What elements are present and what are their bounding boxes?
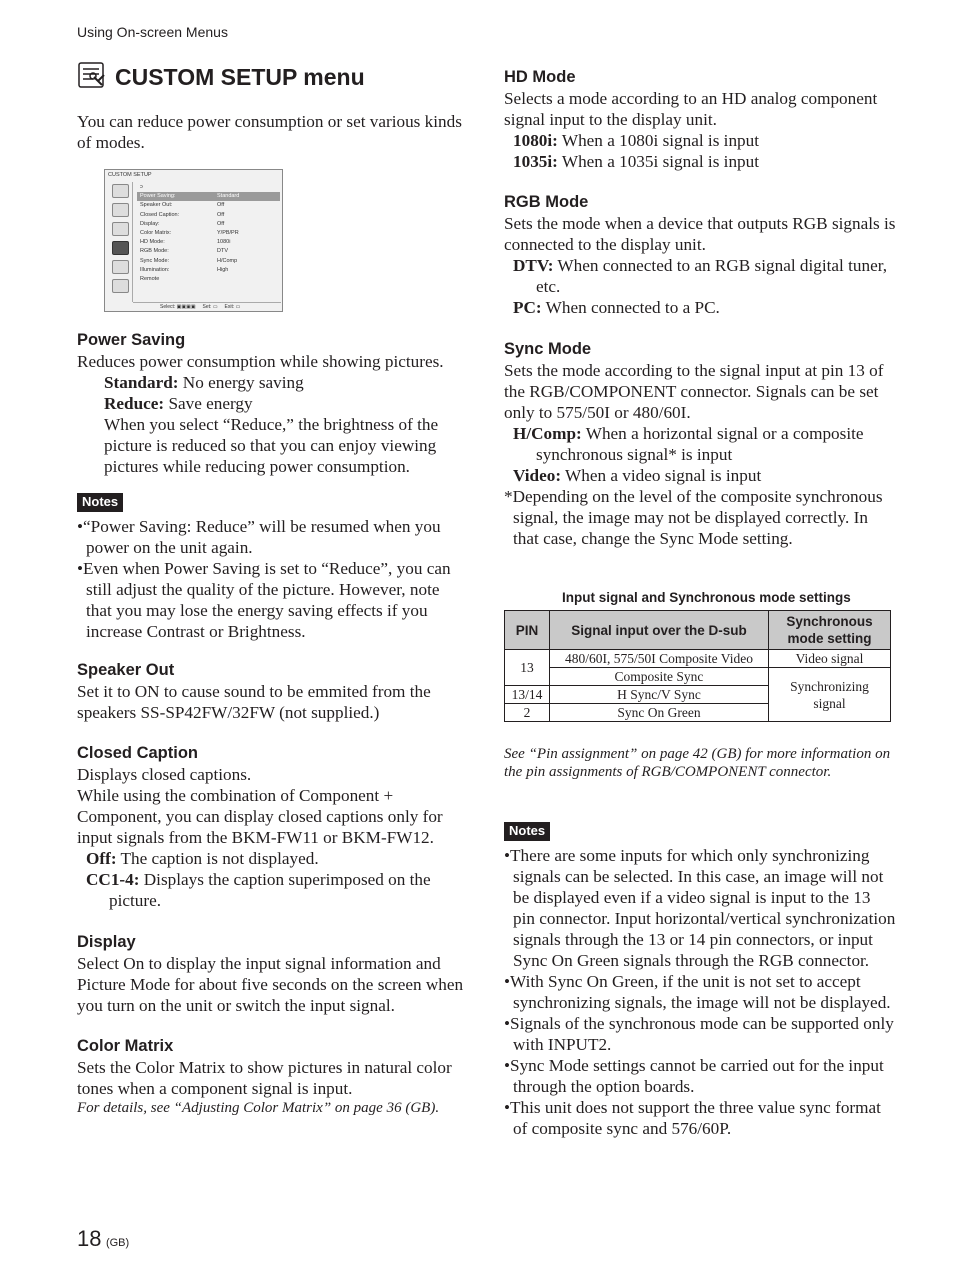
language-menu-icon: [112, 279, 129, 293]
table-caption: Input signal and Synchronous mode settings: [562, 590, 851, 605]
signal-table: [504, 610, 891, 722]
speaker-out-section: [77, 659, 469, 723]
col-header-mode: Synchronous mode setting: [769, 611, 891, 650]
reduce-detail: When you select “Reduce,” the brightness of the picture is reduced so that you can enjoy viewing pictures while reducing power consumption.: [104, 415, 439, 476]
rgb-mode-section: [504, 191, 896, 318]
signal-cell: Composite Sync: [550, 668, 769, 686]
note-item: •Sync Mode settings cannot be carried out for the input through the option boards.: [504, 1056, 884, 1096]
signal-cell: Sync On Green: [550, 704, 769, 722]
custom-setup-menu-screenshot: [104, 169, 283, 312]
page-title-text: CUSTOM SETUP menu: [115, 64, 365, 90]
menu-item-row: Closed Caption: Off: [140, 211, 225, 218]
note-item: •Signals of the synchronous mode can be supported only with INPUT2.: [504, 1014, 894, 1054]
picture-menu-icon: [112, 184, 129, 198]
table-header-row: [505, 611, 891, 650]
notes-badge: Notes: [504, 822, 550, 841]
page-suffix: (GB): [105, 1237, 130, 1249]
sync-mode-text: Sets the mode according to the signal input at pin 13 of the RGB/COMPONENT connector. Signals can be set only to 575/50I or 480/60I.: [504, 361, 884, 422]
sound-menu-icon: [112, 203, 129, 217]
menu-item-row: Power Saving: Standard: [137, 192, 280, 201]
power-saving-text: Reduces power consumption while showing pictures.: [77, 352, 444, 371]
menu-item-row: Illumination: High: [140, 266, 229, 273]
pin-cell: 2: [505, 704, 550, 722]
video-option: Video: When a video signal is input: [513, 466, 762, 485]
rgb-mode-text: Sets the mode when a device that outputs RGB signals is connected to the display unit.: [504, 214, 896, 254]
display-text: Select On to display the input signal information and Picture Mode for about five seconds on the screen when you turn on the unit or switch the input signal.: [77, 954, 464, 1015]
off-option: Off: The caption is not displayed.: [86, 849, 319, 868]
setup-menu-icon: [112, 260, 129, 274]
notes-left: [77, 490, 469, 642]
pin-cell: 13/14: [505, 686, 550, 704]
menu-back-row: ↄ: [140, 184, 143, 190]
table-row: [505, 650, 891, 668]
hd-mode-section: [504, 66, 896, 172]
menu-footer: Select: ▣▣▣▣ Set: ▭ Exit: ▭: [160, 304, 241, 310]
pin-cell: 13: [505, 650, 550, 686]
hd-option-1035i: 1035i: When a 1035i signal is input: [513, 152, 760, 171]
notes-badge: Notes: [77, 493, 123, 512]
closed-caption-text1: Displays closed captions.: [77, 765, 252, 784]
table-row: [505, 668, 891, 686]
col-header-signal: Signal input over the D-sub: [550, 611, 769, 650]
menu-item-row: RGB Mode: DTV: [140, 248, 228, 255]
sync-mode-heading: Sync Mode: [504, 340, 592, 358]
note-item: •This unit does not support the three value sync format of composite sync and 576/60P.: [504, 1098, 881, 1138]
display-heading: Display: [77, 933, 136, 951]
display-section: [77, 931, 469, 1016]
menu-icon-column: [108, 182, 133, 302]
color-matrix-section: [77, 1035, 469, 1117]
note-item: •With Sync On Green, if the unit is not set to accept synchronizing signals, the image will not be displayed.: [504, 972, 891, 1012]
menu-item-row: Display: Off: [140, 220, 225, 227]
page-footer: [77, 1226, 129, 1252]
pc-option: PC: When connected to a PC.: [513, 298, 720, 317]
custom-setup-icon: [112, 241, 129, 255]
hcomp-option: H/Comp: When a horizontal signal or a composite synchronous signal* is input: [513, 424, 864, 464]
intro-text: You can reduce power consumption or set various kinds of modes.: [77, 112, 462, 152]
menu-title: CUSTOM SETUP: [108, 172, 152, 178]
reduce-option: Reduce: Save energy: [104, 394, 253, 413]
closed-caption-section: [77, 742, 469, 911]
running-header: Using On-screen Menus: [77, 24, 228, 40]
page-number: 18: [77, 1226, 102, 1251]
pin-assignment-ref: See “Pin assignment” on page 42 (GB) for more information on the pin assignments of RGB/COMPONENT connector.: [504, 746, 891, 780]
menu-item-row: Color Matrix: Y/PB/PR: [140, 229, 239, 236]
speaker-out-text: Set it to ON to cause sound to be emmited from the speakers SS-SP42FW/32FW (not supplied.): [77, 682, 431, 722]
signal-cell: H Sync/V Sync: [550, 686, 769, 704]
hd-option-1080i: 1080i: When a 1080i signal is input: [513, 131, 760, 150]
color-matrix-heading: Color Matrix: [77, 1037, 174, 1055]
menu-item-row: Speaker Out: Off: [140, 202, 225, 209]
color-matrix-ref: For details, see “Adjusting Color Matrix” on page 36 (GB).: [77, 1100, 440, 1116]
note-item: •Even when Power Saving is set to “Reduce”, you can still adjust the quality of the picture. However, note that you may lose the energy saving effects if you increase Contrast or Brightness.: [77, 559, 451, 641]
power-saving-heading: Power Saving: [77, 331, 186, 349]
menu-item-row: Sync Mode: H/Comp: [140, 257, 238, 264]
hd-mode-text: Selects a mode according to an HD analog component signal input to the display unit.: [504, 89, 878, 129]
note-item: •“Power Saving: Reduce” will be resumed when you power on the unit again.: [77, 517, 441, 557]
rgb-mode-heading: RGB Mode: [504, 193, 589, 211]
note-item: •There are some inputs for which only synchronizing signals can be selected. In this case, an image will not be displayed even if a video signal is input to the 13 pin connector. Input horizontal/vertical synchronization signals through the 13 or 14 pin connectors, or input Sync On Green signals through the RGB connector.: [504, 846, 896, 970]
power-saving-section: [77, 329, 469, 477]
custom-setup-menu-icon: [77, 60, 107, 95]
color-matrix-text: Sets the Color Matrix to show pictures in natural color tones when a component signal is input.: [77, 1058, 452, 1098]
hd-mode-heading: HD Mode: [504, 68, 576, 86]
sync-footnote: *Depending on the level of the composite synchronous signal, the image may not be displayed correctly. In that case, change the Sync Mode setting.: [504, 487, 883, 548]
dtv-option: DTV: When connected to an RGB signal digital tuner, etc.: [513, 256, 888, 296]
screen-menu-icon: [112, 222, 129, 236]
closed-caption-heading: Closed Caption: [77, 744, 199, 762]
page-title: [77, 60, 365, 95]
menu-item-list: [137, 183, 280, 284]
menu-item-row: Remote: [140, 275, 160, 282]
notes-right: [504, 819, 896, 1139]
cc-option: CC1-4: Displays the caption superimposed on the picture.: [86, 870, 431, 910]
mode-cell: Video signal: [769, 650, 891, 668]
menu-item-row: HD Mode: 1080i: [140, 239, 231, 246]
closed-caption-text2: While using the combination of Component + Component, you can display closed captions only for input signals from the BKM-FW11 or BKM-FW12.: [77, 786, 443, 847]
speaker-out-heading: Speaker Out: [77, 661, 175, 679]
col-header-pin: PIN: [505, 611, 550, 650]
mode-cell: Synchronizing signal: [769, 668, 891, 722]
sync-mode-section: [504, 338, 896, 549]
signal-cell: 480/60I, 575/50I Composite Video: [550, 650, 769, 668]
standard-option: Standard: No energy saving: [104, 373, 304, 392]
